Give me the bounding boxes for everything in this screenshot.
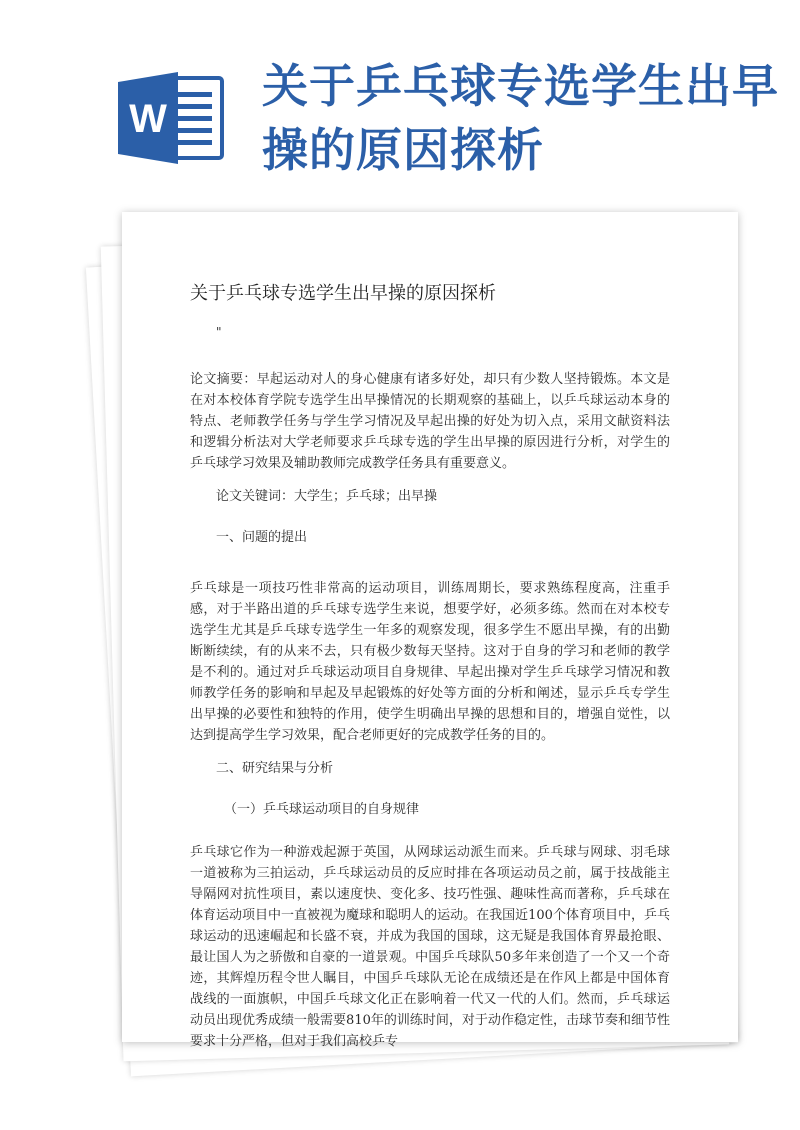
section-1-paragraph: 乒乓球是一项技巧性非常高的运动项目，训练周期长，要求熟练程度高，注重手感，对于半路出道的乒乓球专选学生来说，想要学好，必须多练。然而在对本校专选学生尤其是乒乓球专选学生一年多的观察发现，很多学生不愿出早操，有的出勤断断续续，有的从来不去，只有极少数每天坚持。这对于自身的学习和老师的教学是不利的。通过对乒乓球运动项目自身规律、早起出操对学生乒乓球学习情况和教师教学任务的影响和早起及早起锻炼的好处等方面的分析和阐述，显示乒乓专学生出早操的必要性和独特的作用，使学生明确出早操的思想和目的，增强自觉性，以达到提高学生学习效果，配合老师更好的完成教学任务的目的。	[190, 581, 670, 743]
document-body	[190, 280, 670, 1052]
document-title: 关于乒乓球专选学生出早操的原因探析	[190, 283, 496, 304]
word-document-icon	[118, 70, 226, 166]
section-heading-2: 二、研究结果与分析	[216, 761, 334, 776]
svg-text:W: W	[129, 97, 167, 141]
keywords-line: 论文关键词：大学生；乒乓球；出早操	[216, 489, 438, 504]
subsection-1-paragraph: 乒乓球它作为一种游戏起源于英国，从网球运动派生而来。乒乓球与网球、羽毛球一道被称为三拍运动，乒乓球运动员的反应时排在各项运动员之前，属于技战能主导隔网对抗性项目，素以速度快、变化多、技巧性强、趣味性高而著称，乒乓球在体育运动项目中一直被视为魔球和聪明人的运动。在我国近100个体育项目中，乒乓球运动的迅速崛起和长盛不衰，并成为我国的国球，这无疑是我国体育界最抢眼、最让国人为之骄傲和自豪的一道景观。中国乒乓球队50多年来创造了一个又一个奇迹，其辉煌历程令世人瞩目，中国乒乓球队无论在成绩还是在作风上都是中国体育战线的一面旗帜，中国乒乓球文化正在影响着一代又一代的人们。然而，乒乓球运动员出现优秀成绩一般需要810年的训练时间，对于动作稳定性，击球节奏和细节性要求十分严格，但对于我们高校乒专	[190, 845, 670, 1049]
banner-title: 关于乒乓球专选学生出早操的原因探析	[262, 59, 779, 177]
abstract-paragraph: 论文摘要：早起运动对人的身心健康有诸多好处，却只有少数人坚持锻炼。本文是在对本校体育学院专选学生出早操情况的长期观察的基础上，以乒乓球运动本身的特点、老师教学任务与学生学习情况及早起出操的好处为切入点，采用文献资料法和逻辑分析法对大学老师要求乒乓球专选的学生出早操的原因进行分析，对学生的乒乓球学习效果及辅助教师完成教学任务具有重要意义。	[190, 372, 670, 471]
subsection-heading-1: （一）乒乓球运动项目的自身规律	[224, 802, 420, 817]
quote-mark: "	[216, 325, 222, 339]
section-heading-1: 一、问题的提出	[216, 530, 308, 545]
